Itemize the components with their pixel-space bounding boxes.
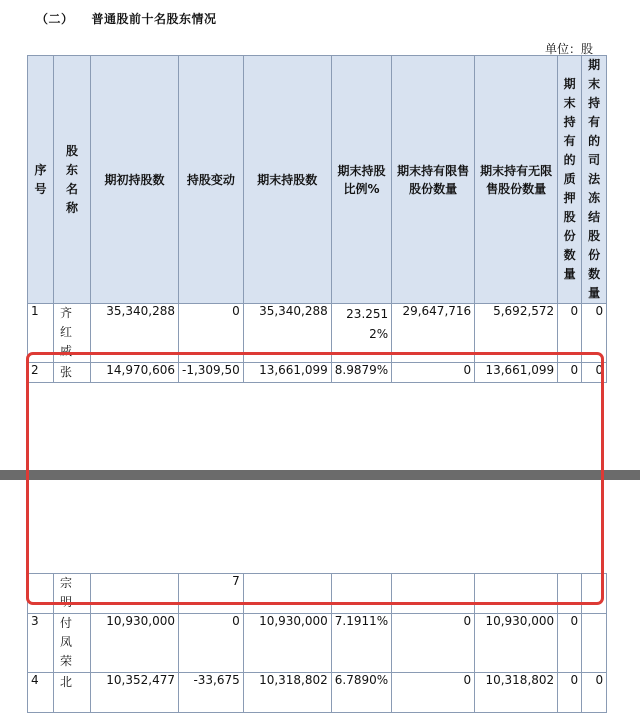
col-header-closing: 期末持股数 <box>243 56 331 304</box>
row-ratio: 7.1911% <box>331 614 391 673</box>
row-seq: 3 <box>28 614 54 673</box>
row-frozen: 0 <box>582 304 607 363</box>
red-highlight-box <box>26 352 604 605</box>
row-restricted: 29,647,716 <box>392 304 475 363</box>
row-change: 0 <box>179 614 244 673</box>
col-header-opening: 期初持股数 <box>91 56 179 304</box>
row-opening: 35,340,288 <box>91 304 179 363</box>
row-unrestricted: 13,661,099 <box>475 363 558 383</box>
col-header-pledged: 期末持有的质押股份数量 <box>558 56 582 304</box>
col-header-frozen: 期末持有的司法冻结股份数量 <box>582 56 607 304</box>
row-restricted: 0 <box>392 673 475 713</box>
row-frozen: 0 <box>582 673 607 713</box>
row-seq: 2 <box>28 363 54 383</box>
row-name: 北 <box>54 673 91 713</box>
row-unrestricted: 5,692,572 <box>475 304 558 363</box>
row-name: 付凤荣 <box>54 614 91 673</box>
row-opening: 14,970,606 <box>91 363 179 383</box>
unit-label: 单位：股 <box>545 42 594 56</box>
row-change: 0 <box>179 304 244 363</box>
row-frozen: 0 <box>582 363 607 383</box>
col-header-seq: 序号 <box>28 56 54 304</box>
row-change-continued: 7 <box>179 574 244 614</box>
row-pledged: 0 <box>558 304 582 363</box>
row-pledged: 0 <box>558 614 582 673</box>
row-closing: 10,318,802 <box>243 673 331 713</box>
row-frozen <box>582 614 607 673</box>
row-name: 张 <box>54 363 91 383</box>
row-closing: 10,930,000 <box>243 614 331 673</box>
row-pledged: 0 <box>558 363 582 383</box>
row-unrestricted: 10,930,000 <box>475 614 558 673</box>
row-pledged: 0 <box>558 673 582 713</box>
section-title: 普通股前十名股东情况 <box>91 12 217 26</box>
row-opening: 10,930,000 <box>91 614 179 673</box>
table-row <box>28 673 607 713</box>
section-heading <box>36 10 217 27</box>
row-seq: 1 <box>28 304 54 363</box>
header-row <box>28 56 607 304</box>
row-change: -1,309,50 <box>179 363 244 383</box>
row-unrestricted: 10,318,802 <box>475 673 558 713</box>
row-seq: 4 <box>28 673 54 713</box>
col-header-change: 持股变动 <box>179 56 244 304</box>
col-header-ratio: 期末持股比例% <box>331 56 391 304</box>
row-ratio: 23.2512% <box>331 304 391 363</box>
row-change: -33,675 <box>179 673 244 713</box>
row-name-continued: 宗明 <box>54 574 91 614</box>
row-restricted: 0 <box>392 614 475 673</box>
col-header-restricted: 期末持有限售股份数量 <box>392 56 475 304</box>
row-closing: 13,661,099 <box>243 363 331 383</box>
row-restricted: 0 <box>392 363 475 383</box>
col-header-unrestricted: 期末持有无限售股份数量 <box>475 56 558 304</box>
row-closing: 35,340,288 <box>243 304 331 363</box>
row-ratio: 6.7890% <box>331 673 391 713</box>
table-row <box>28 614 607 673</box>
section-number: （二） <box>36 12 74 26</box>
row-name: 齐红威 <box>54 304 91 363</box>
row-ratio: 8.9879% <box>331 363 391 383</box>
row-opening: 10,352,477 <box>91 673 179 713</box>
col-header-name: 股东名称 <box>54 56 91 304</box>
